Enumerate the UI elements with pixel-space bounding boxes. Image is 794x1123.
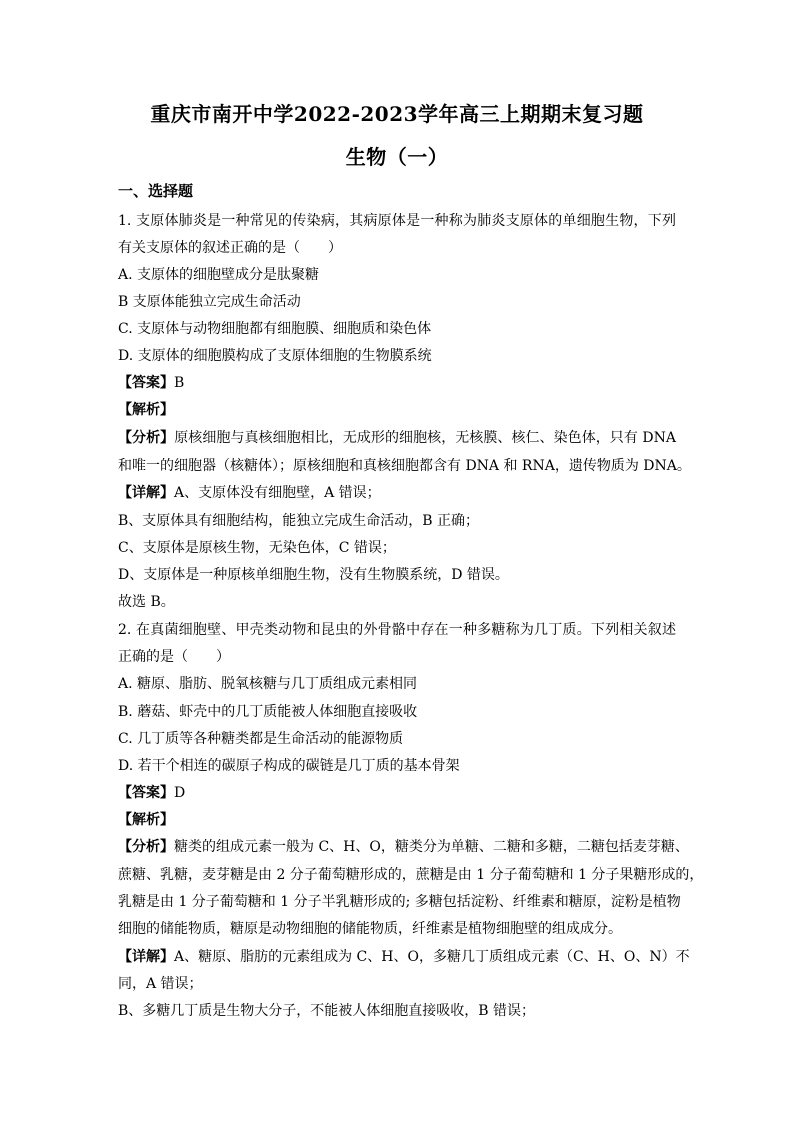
answer-tag: 【答案】 (118, 375, 174, 391)
q2-fenxi-line-4: 细胞的储能物质，糖原是动物细胞的储能物质，纤维素是植物细胞壁的组成成分。 (118, 921, 622, 937)
q2-xiangjie-line-1: 【详解】A、糖原、脂肪的元素组成为 C、H、O，多糖几丁质组成元素（C、H、O、N）不 (118, 949, 690, 965)
q2-stem-line-1: 2. 在真菌细胞壁、甲壳类动物和昆虫的外骨骼中存在一种多糖称为几丁质。下列相关叙述 (118, 622, 676, 638)
q2-analysis-tag: 【解析】 (118, 812, 174, 828)
q1-conclusion: 故选 B。 (118, 594, 175, 610)
q1-xiangjie-line-1: 【详解】A、支原体没有细胞壁，A 错误； (118, 485, 381, 501)
q1-option-b: B 支原体能独立完成生命活动 (118, 294, 301, 310)
q2-option-c: C. 几丁质等各种糖类都是生命活动的能源物质 (118, 731, 404, 747)
q1-option-a: A. 支原体的细胞壁成分是肽聚糖 (118, 267, 320, 283)
q2-option-a: A. 糖原、脂肪、脱氧核糖与几丁质组成元素相同 (118, 676, 418, 692)
q1-option-d: D. 支原体的细胞膜构成了支原体细胞的生物膜系统 (118, 348, 432, 364)
answer-value: D (174, 785, 186, 801)
document-subtitle: 生物（一） (345, 145, 449, 169)
q2-fenxi-line-3: 乳糖是由 1 分子葡萄糖和 1 分子半乳糖形成的; 多糖包括淀粉、纤维素和糖原，淀粉是植物 (118, 894, 681, 910)
document-title: 重庆市南开中学2022-2023学年高三上期期末复习题 (150, 102, 644, 126)
q1-stem-line-1: 1. 支原体肺炎是一种常见的传染病，其病原体是一种称为肺炎支原体的单细胞生物，下列 (118, 213, 676, 229)
q2-option-b: B. 蘑菇、虾壳中的几丁质能被人体细胞直接吸收 (118, 704, 418, 720)
q2-option-d: D. 若干个相连的碳原子构成的碳链是几丁质的基本骨架 (118, 758, 460, 774)
q1-detail-d: D、支原体是一种原核单细胞生物，没有生物膜系统，D 错误。 (118, 567, 509, 583)
q1-fenxi-line-1: 【分析】原核细胞与真核细胞相比，无成形的细胞核，无核膜、核仁、染色体，只有 DNA (118, 430, 676, 446)
q1-stem-line-2: 有关支原体的叙述正确的是（ ） (118, 240, 342, 256)
q1-fenxi-line-2: 和唯一的细胞器（核糖体）；原核细胞和真核细胞都含有 DNA 和 RNA，遗传物质为 DNA。 (118, 458, 691, 474)
q1-detail-b: B、支原体具有细胞结构，能独立完成生命活动，B 正确； (118, 513, 480, 529)
section-heading: 一、选择题 (118, 182, 194, 200)
q1-analysis-tag: 【解析】 (118, 402, 174, 418)
xiangjie-tag: 【详解】 (118, 949, 174, 965)
q2-xiangjie-line-2: 同，A 错误； (118, 976, 203, 992)
q2-answer (118, 783, 185, 803)
q1-answer (118, 373, 184, 393)
answer-value: B (174, 375, 185, 391)
fenxi-tag: 【分析】 (118, 839, 174, 855)
q1-detail-c: C、支原体是原核生物，无染色体，C 错误； (118, 540, 396, 556)
q2-xiangjie-line-3: B、多糖几丁质是生物大分子，不能被人体细胞直接吸收，B 错误； (118, 1003, 536, 1019)
q2-fenxi-line-2: 蔗糖、乳糖，麦芽糖是由 2 分子葡萄糖形成的，蔗糖是由 1 分子葡萄糖和 1 分子果糖形成的， (118, 867, 704, 883)
q2-fenxi-line-1: 【分析】糖类的组成元素一般为 C、H、O，糖类分为单糖、二糖和多糖，二糖包括麦芽糖、 (118, 839, 689, 855)
q1-option-c: C. 支原体与动物细胞都有细胞膜、细胞质和染色体 (118, 321, 432, 337)
xiangjie-tag: 【详解】 (118, 485, 174, 501)
answer-tag: 【答案】 (118, 785, 174, 801)
q2-stem-line-2: 正确的是（ ） (118, 649, 230, 665)
fenxi-tag: 【分析】 (118, 430, 175, 446)
